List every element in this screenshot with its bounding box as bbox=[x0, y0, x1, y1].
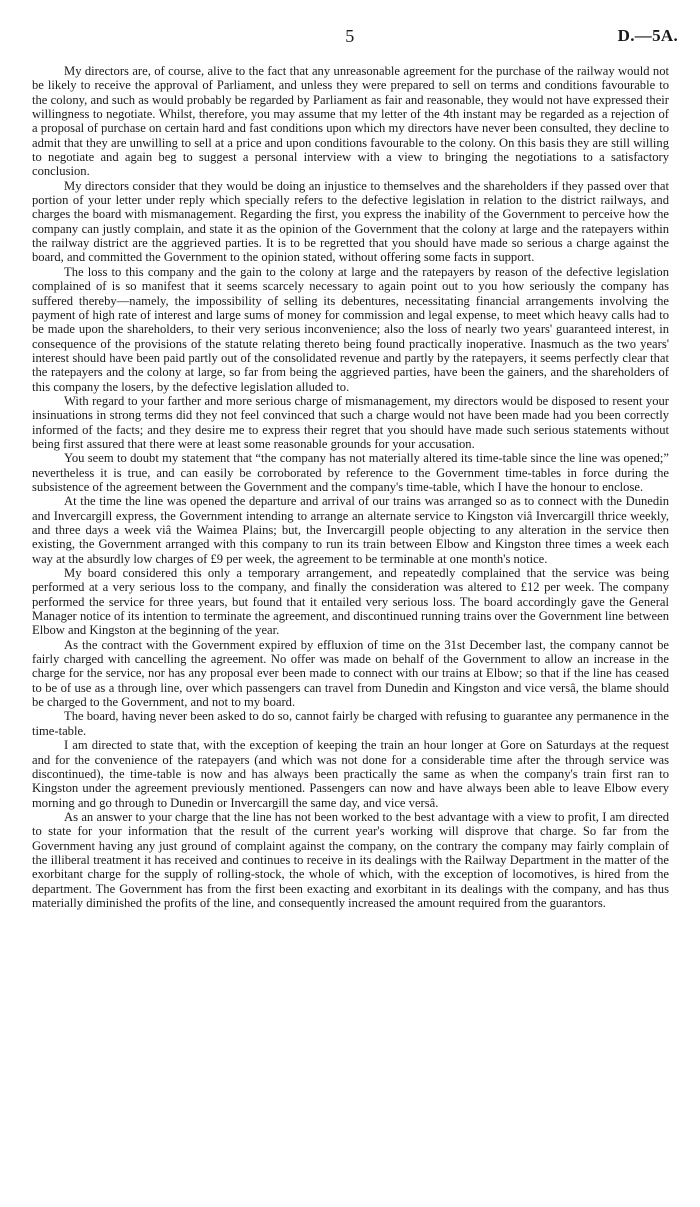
paragraph: At the time the line was opened the departure and arrival of our trains was arranged so as to connect with the Dunedin and Invercargill express, the Government intending to arrange an alternate service to Kingston viâ Invercargill thrice weekly, and three days a week viâ the Waimea Plains; but, the Invercargill people objecting to any alteration in the service then existing, the Government arranged with this company to run its train between Elbow and Kingston three times a week each way at the absurdly low charges of £9 per week, the agreement to be terminable at one month's notice. bbox=[32, 494, 669, 566]
paragraph: As an answer to your charge that the line has not been worked to the best advantage with a view to profit, I am directed to state for your information that the result of the current year's working will disprove that charge. So far from the Government having any just ground of complaint against the company, on the contrary the company may fairly complain of the illiberal treatment it has received and continues to receive in its dealings with the Railway Department in the matter of the exorbitant charge for the supply of rolling-stock, the whole of which, with the exception of locomotives, is hired from the department. The Government has from the first been exacting and exorbitant in its dealings with the company, and has thus materially diminished the profits of the line, and consequently increased the amount required from the guarantors. bbox=[32, 809, 669, 910]
page-number: 5 bbox=[345, 26, 355, 46]
paragraph: The loss to this company and the gain to the colony at large and the ratepayers by reason of the defective legislation complained of is so manifest that it seems scarcely necessary to again point out to you how seriously the company has suffered thereby—namely, the impossibility of selling its debentures, necessitating financial arrangements involving the payment of high rate of interest and large sums of money for commission and legal expense, to meet which heavy calls had to be made upon the shareholders, to their very serious inconvenience; also the loss of nearly two years' guaranteed interest, in consequence of the provisions of the statute relating thereto being found practically inoperative. Inasmuch as the two years' interest should have been paid partly out of the consolidated revenue and partly by the ratepayers, it seems perfectly clear that the ratepayers and the colony at large, so far from being the aggrieved parties, have been the gainers, and the shareholders of this company the losers, by the defective legislation alluded to. bbox=[32, 264, 669, 394]
letter-body bbox=[32, 64, 669, 910]
paragraph: You seem to doubt my statement that “the company has not materially altered its time-table since the line was opened;” nevertheless it is true, and can easily be corroborated by reference to the Government time-tables in force during the subsistence of the agreement between the Government and the company's time-table, which I have the honour to enclose. bbox=[32, 451, 669, 494]
document-reference: D.—5A. bbox=[617, 26, 678, 45]
paragraph: My directors consider that they would be doing an injustice to themselves and the shareholders if they passed over that portion of your letter under reply which specially refers to the defective legislation in relation to the district railways, and charges the board with mismanagement. Regarding the first, you express the inability of the Government to perceive how the company can justly complain, and state it as the opinion of the Government that the colony at large and the ratepayers within the railway district are the aggrieved parties. It is to be regretted that you should have made so serious a charge against the board, and committed the Government to the opinion stated, without offering some facts in support. bbox=[32, 178, 669, 265]
paragraph: As the contract with the Government expired by effluxion of time on the 31st December last, the company cannot be fairly charged with cancelling the agreement. No offer was made on behalf of the Government to allow an increase in the charge for the service, nor has any proposal ever been made to connect with our trains at Elbow; so that if the line has ceased to be of use as a through line, over which passengers can travel from Dunedin and Kingston and vice versâ, the blame should be charged to the Government, and not to my board. bbox=[32, 637, 669, 710]
paragraph: With regard to your farther and more serious charge of mismanagement, my directors would be disposed to resent your insinuations in strong terms did they not feel convinced that such a charge would not have been made had you been correctly informed of the facts; and they desire me to express their regret that you should have made such serious statements without being first assured that there were at least some reasonable grounds for your accusation. bbox=[32, 393, 669, 451]
paragraph: My directors are, of course, alive to the fact that any unreasonable agreement for the purchase of the railway would not be likely to receive the approval of Parliament, and unless they were prepared to sell on terms and conditions favourable to the colony, and such as would probably be regarded by Parliament as fair and reasonable, they would not have expressed their willingness to negotiate. Whilst, therefore, you may assume that my letter of the 4th instant may be regarded as a rejection of a proposal of purchase on certain hard and fast conditions upon which my directors have never been consulted, they decline to admit that they are unwilling to sell at a price and upon conditions favourable to the colony. On this basis they are still willing to negotiate and again beg to suggest a personal interview with a view to bringing the negotiations to a satisfactory conclusion. bbox=[32, 64, 669, 179]
paragraph: My board considered this only a temporary arrangement, and repeatedly complained that the service was being performed at a very serious loss to the company, and finally the consideration was altered to £12 per week. The company performed the service for three years, but found that it entailed very serious loss. The board accordingly gave the General Manager notice of its intention to terminate the agreement, and discontinued running trains over the Government line between Elbow and Kingston at the beginning of the year. bbox=[32, 566, 669, 638]
paragraph: The board, having never been asked to do so, cannot fairly be charged with refusing to guarantee any permanence in the time-table. bbox=[32, 709, 669, 738]
paragraph: I am directed to state that, with the exception of keeping the train an hour longer at Gore on Saturdays at the request and for the convenience of the ratepayers (and which was not done for a considerable time after the through service was discontinued), the time-table is now and has always been practically the same as when the company's train first ran to Kingston under the agreement previously mentioned. Passengers can now and have always been able to leave Elbow every morning and go through to Dunedin or Invercargill the same day, and vice versâ. bbox=[32, 738, 669, 810]
